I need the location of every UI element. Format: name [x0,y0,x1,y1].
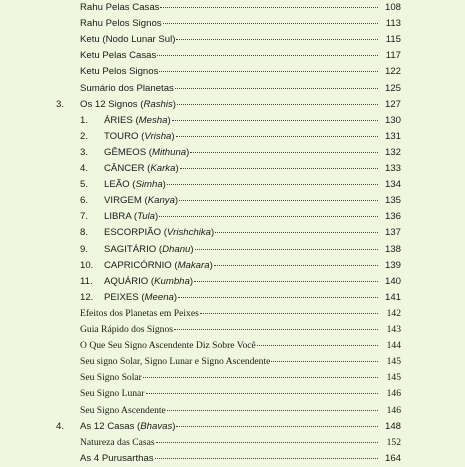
dot-leader [157,54,378,56]
toc-entry-title-line [80,386,379,402]
toc-entry-page-number: 127 [384,98,401,110]
toc-entry-title-line [80,370,379,386]
toc-entry-page-number: 144 [386,340,401,352]
toc-entry-page-number: 141 [384,291,401,303]
toc-entry-title-line [104,242,379,258]
toc-entry[interactable] [0,177,465,193]
toc-entry-title [104,129,175,145]
toc-entry-label: Os 12 Signos ( [80,98,144,110]
toc-entry-number: 4. [56,420,65,432]
toc-entry-page-number: 138 [384,243,401,255]
toc-entry-page-number: 136 [384,211,401,223]
toc-entry-label-suffix: ) [190,243,194,255]
toc-entry-title-line [80,306,379,322]
dot-leader [195,248,378,250]
toc-entry-sanskrit-name: Simha [135,179,163,191]
toc-entry[interactable] [0,32,465,48]
toc-entry-sanskrit-name: Mithuna [151,146,187,158]
toc-entry-title-line [104,209,379,225]
toc-entry-page-number: 115 [385,34,401,46]
toc-entry[interactable] [0,258,465,274]
dot-leader [190,151,378,153]
toc-entry-title [80,419,175,435]
toc-entry-label: Rahu Pelos Signos [80,18,162,30]
toc-entry-title-line [80,64,379,80]
toc-entry[interactable] [0,48,465,64]
toc-entry[interactable] [0,97,465,113]
toc-entry-page-number: 145 [386,372,401,384]
toc-entry-title [80,354,270,370]
toc-entry-label: Seu Signo Solar [80,372,142,384]
toc-entry-number: 3. [56,98,65,110]
toc-entry-label: Ketu Pelos Signos [80,66,159,78]
toc-entry[interactable] [0,338,465,354]
toc-entry-label: SAGITÁRIO ( [104,243,163,255]
toc-entry[interactable] [0,322,465,338]
dot-leader [178,296,378,298]
toc-entry-title [104,193,178,209]
toc-entry-label-suffix: ) [173,291,178,303]
toc-entry-page-number: 108 [384,2,401,13]
toc-entry-sanskrit-name: Meena [144,291,174,303]
dot-leader [143,376,378,378]
dot-leader [159,215,378,217]
toc-entry-page-number: 145 [386,356,401,368]
toc-entry-page-number: 135 [384,195,401,207]
toc-entry-label: As 12 Casas ( [80,420,141,432]
toc-entry-title-line [80,97,379,113]
toc-entry[interactable] [0,290,465,306]
toc-entry-title-line [80,32,379,48]
toc-entry[interactable] [0,64,465,80]
toc-entry-page-number: 133 [384,163,401,174]
toc-entry-title [80,64,158,80]
toc-entry-title [80,306,199,322]
toc-entry-title [80,435,155,451]
toc-entry-title [104,145,189,161]
toc-entry-label: Rahu Pelas Casas [80,2,160,13]
toc-entry-label-suffix: ) [167,114,171,126]
toc-entry-page-number: 142 [386,307,401,319]
dot-leader [172,119,378,121]
toc-entry-number: 6. [80,195,89,207]
toc-entry-title [80,81,174,97]
toc-entry-page-number: 131 [384,130,401,142]
toc-entry-title [80,0,159,16]
toc-entry-number: 10. [80,259,94,271]
toc-entry-title [104,161,179,177]
toc-entry-label-suffix: ) [162,179,166,191]
dot-leader [176,135,378,137]
dot-leader [194,280,378,282]
toc-entry-title-line [80,338,379,354]
toc-entry-page-number: 146 [386,404,401,416]
toc-entry-label: Ketu (Nodo Lunar Sul) [80,34,176,46]
toc-entry-sanskrit-name: Makara [177,259,210,271]
dot-leader [163,22,378,24]
toc-entry-label-suffix: ) [174,195,179,207]
toc-entry-page-number: 134 [384,179,401,191]
toc-entry-sanskrit-name: Mesha [138,114,168,126]
toc-entry-number: 3. [80,146,89,158]
toc-entry-label-suffix: ) [172,420,176,432]
toc-entry[interactable] [0,113,465,129]
toc-entry-page-number: 164 [384,452,401,464]
toc-entry-label: ESCORPIÃO ( [104,227,167,239]
toc-entry[interactable] [0,274,465,290]
toc-entry-number: 8. [80,227,89,239]
toc-entry-label: Seu signo Solar, Signo Lunar e Signo Ascendente [80,356,271,368]
toc-entry-label: GÊMEOS ( [104,146,152,158]
toc-entry[interactable] [0,129,465,145]
toc-entry[interactable] [0,0,465,16]
dot-leader [214,264,378,266]
toc-entry-label: Sumário dos Planetas [80,82,174,94]
toc-entry-title [80,451,154,467]
toc-entry-page-number: 137 [384,227,401,239]
dot-leader [155,457,378,459]
toc-entry-label: VIRGEM ( [104,195,148,207]
toc-entry-sanskrit-name: Dhanu [162,243,191,255]
toc-entry-title [80,338,256,354]
toc-entry-title-line [80,16,379,32]
toc-entry[interactable] [0,225,465,241]
toc-entry-title-line [80,403,379,419]
toc-entry-title [80,386,145,402]
toc-entry-title-line [104,274,379,290]
toc-entry-title-line [80,322,379,338]
toc-entry-page-number: 146 [386,388,401,400]
toc-entry-title [80,97,176,113]
toc-entry-title-line [80,419,379,435]
toc-entry-sanskrit-name: Rashis [143,98,173,110]
toc-entry-page-number: 143 [386,324,401,335]
toc-entry-number: 5. [80,179,89,191]
toc-entry-label: CAPRICÓRNIO ( [104,259,178,271]
toc-entry-label-suffix: ) [209,259,213,271]
toc-entry-title-line [104,129,379,145]
toc-entry-label: Seu Signo Lunar [80,388,145,400]
toc-entry-number: 7. [80,211,89,223]
toc-entry-page-number: 117 [385,50,401,62]
toc-entry-label: Guia Rápido dos Signos [80,324,174,335]
toc-entry-sanskrit-name: Tula [137,211,156,223]
toc-entry-title [104,274,193,290]
toc-entry-title-line [80,81,379,97]
dot-leader [156,441,378,443]
toc-entry-sanskrit-name: Vrisha [144,130,172,142]
toc-entry-label: Natureza das Casas [80,436,155,448]
toc-entry-number: 2. [80,130,89,142]
toc-entry-page-number: 139 [384,259,401,271]
dot-leader [175,87,378,89]
toc-entry-title-line [104,193,379,209]
toc-entry-label: Seu Signo Ascendente [80,404,166,416]
toc-entry-page-number: 140 [384,275,401,287]
toc-entry-title-line [104,177,379,193]
toc-entry[interactable] [0,193,465,209]
dot-leader [167,183,378,185]
dot-leader [146,392,379,394]
toc-entry-title [104,242,194,258]
dot-leader [167,409,378,411]
toc-entry-label: O Que Seu Signo Ascendente Diz Sobre Você [80,340,256,352]
toc-entry[interactable] [0,242,465,258]
toc-entry-page-number: 152 [386,436,401,448]
toc-entry-number: 12. [80,291,94,303]
dot-leader [200,312,378,314]
toc-entry-title [104,258,213,274]
toc-entry-title [80,322,173,338]
dot-leader [176,38,378,40]
toc-entry-sanskrit-name: Karka [150,163,176,174]
toc-entry[interactable] [0,209,465,225]
toc-entry-sanskrit-name: Kanya [147,195,175,207]
toc-entry-label: LIBRA ( [104,211,138,223]
toc-entry[interactable] [0,386,465,402]
toc-entry-title [104,209,158,225]
toc-entry-page-number: 113 [385,18,401,30]
toc-entry-title [104,177,166,193]
toc-entry[interactable] [0,81,465,97]
dot-leader [180,167,378,169]
toc-entry[interactable] [0,16,465,32]
toc-entry-title [104,290,177,306]
toc-entry-title-line [104,225,379,241]
toc-entry-label: LEÃO ( [104,179,136,191]
toc-entry-number: 11. [80,275,93,287]
toc-entry-page-number: 130 [384,114,401,126]
toc-entry[interactable] [0,145,465,161]
toc-entry-label-suffix: ) [186,146,190,158]
toc-entry-label-suffix: ) [175,163,179,174]
toc-entry[interactable] [0,306,465,322]
dot-leader [160,6,378,8]
toc-entry-number: 4. [80,163,89,174]
toc-entry-page-number: 122 [384,66,401,78]
toc-entry-title [80,403,166,419]
toc-entry-title-line [104,161,379,177]
toc-entry-title [80,32,175,48]
toc-entry-sanskrit-name: Vrishchika [166,227,211,239]
dot-leader [215,231,378,233]
toc-entry[interactable] [0,354,465,370]
toc-entry-label-suffix: ) [189,275,194,287]
toc-entry-title-line [80,435,379,451]
dot-leader [179,199,378,201]
toc-entry-title-line [104,290,379,306]
toc-entry-label: CÂNCER ( [104,163,151,174]
dot-leader [174,328,378,330]
toc-entry-label: TOURO ( [104,130,145,142]
toc-entry-title [80,370,142,386]
dot-leader [271,360,378,362]
toc-entry[interactable] [0,419,465,435]
toc-entry-label: As 4 Purusarthas [80,452,154,464]
toc-entry-title [80,48,156,64]
toc-entry-label-suffix: ) [172,98,176,110]
dot-leader [257,344,378,346]
toc-entry-label-suffix: ) [211,227,215,239]
toc-entry-page-number: 132 [384,146,401,158]
toc-entry-title-line [104,145,379,161]
toc-entry-title-line [104,113,379,129]
toc-entry-sanskrit-name: Kumbha [154,275,190,287]
toc-entry-page-number: 125 [384,82,401,94]
toc-entry[interactable] [0,161,465,177]
dot-leader [177,103,378,105]
toc-entry[interactable] [0,403,465,419]
toc-entry-title-line [80,0,379,16]
toc-entry-label: PEIXES ( [104,291,145,303]
toc-entry[interactable] [0,370,465,386]
toc-entry-label: Efeitos dos Planetas em Peixes [80,307,199,319]
dot-leader [176,425,378,427]
toc-entry-label-suffix: ) [171,130,175,142]
toc-entry[interactable] [0,435,465,451]
toc-entry-title [80,16,162,32]
toc-entry-label-suffix: ) [155,211,159,223]
toc-entry-title [104,113,171,129]
toc-entry-number: 1. [80,114,89,126]
toc-entry-label: ÁRIES ( [104,114,139,126]
toc-entry-page-number: 148 [384,420,401,432]
toc-entry-label: AQUÁRIO ( [104,275,155,287]
toc-entry-label: Ketu Pelas Casas [80,50,157,62]
toc-entry-title-line [80,451,379,467]
toc-entry[interactable] [0,451,465,467]
toc-entry-title-line [104,258,379,274]
dot-leader [159,70,378,72]
toc-entry-title-line [80,48,379,64]
toc-entry-sanskrit-name: Bhavas [140,420,173,432]
toc-entry-title-line [80,354,379,370]
toc-entry-title [104,225,214,241]
toc-entry-number: 9. [80,243,89,255]
